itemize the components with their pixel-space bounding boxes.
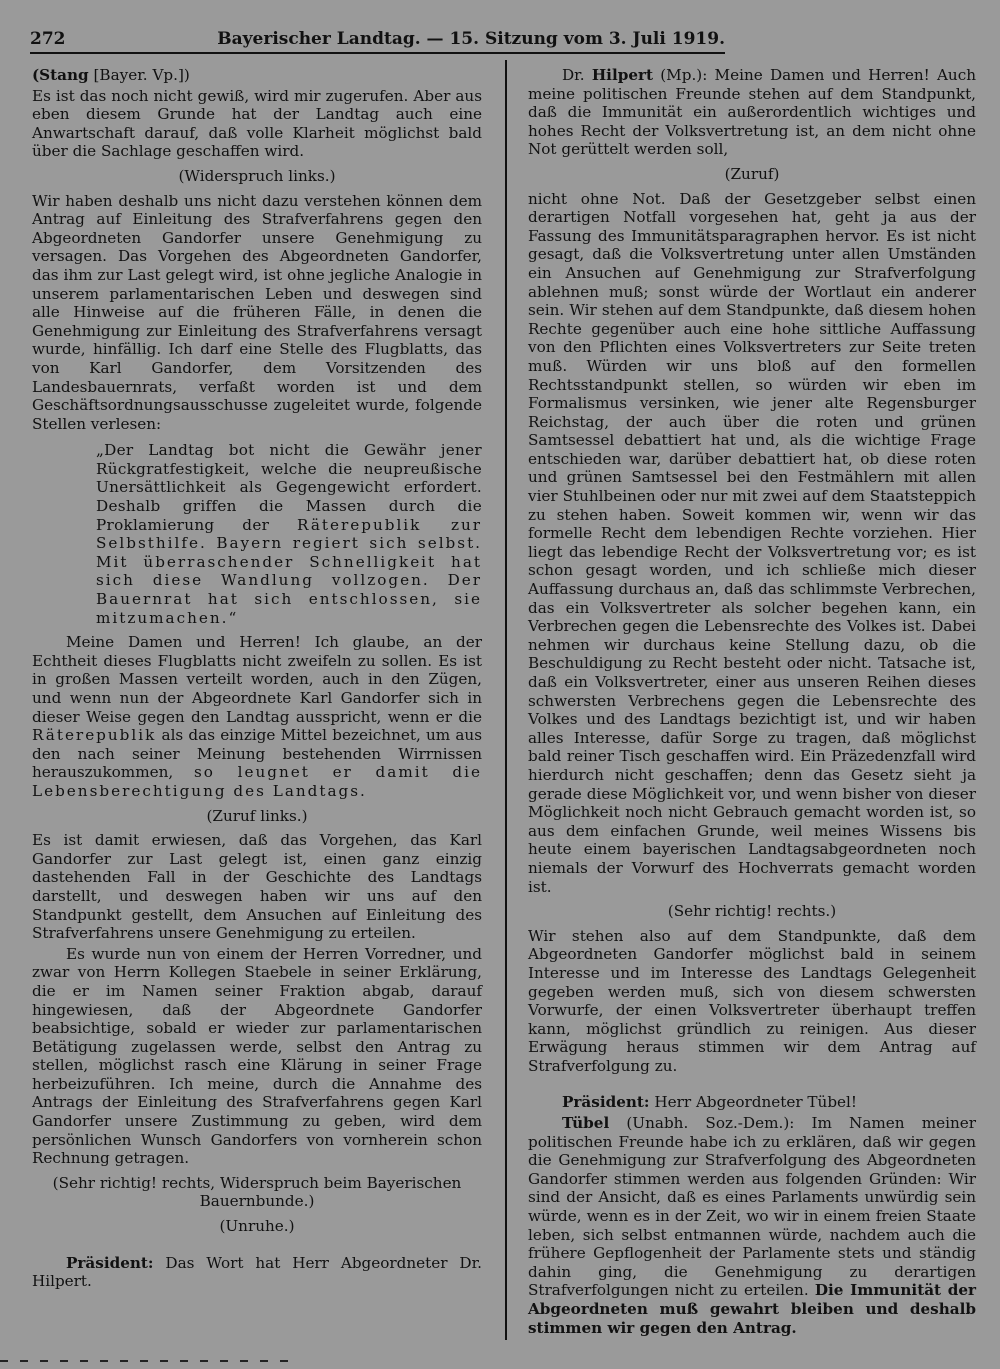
interjection: (Unruhe.) <box>219 1217 295 1236</box>
text-span: Im Namen meiner politischen Freunde habe ich zu erklären, daß wir gegen die Genehmigung zur Strafverfolgung des Abgeordneten Gandorfer stimmen werden aus folgenden Gründen: Wir sind der Ansicht, daß es eines Parlaments unwürdig sein würde, wenn es in der Zeit, wo wir in einem freien Staate leben, sich selbst entmannen würde, nachdem auch die frühere Gepflogenheit der Parlamente stets und ständig dahin ging, die Genehmigung zu derartigen Strafverfolgungen nicht zu erteilen. <box>528 1114 976 1300</box>
left-column <box>32 66 482 1293</box>
paragraph <box>32 633 482 800</box>
paragraph: Es ist das noch nicht gewiß, wird mir zugerufen. Aber aus eben diesem Grunde hat der Landtag auch eine Anwartschaft darauf, daß volle Klarheit möglichst bald über die Sachlage geschaffen wird. <box>32 86 482 161</box>
president-text: Herr Abgeordneter Tübel! <box>649 1093 857 1112</box>
column-divider <box>505 60 507 1340</box>
paragraph: Es wurde nun von einem der Herren Vorredner, und zwar von Herrn Kollegen Staebele in seiner Erklärung, die er im Namen seiner Fraktion abgab, darauf hingewiesen, daß der Abgeordnete Gandorfer beabsichtige, sobald er wieder zur parlamentarischen Betätigung zugelassen werde, selbst den Antrag zu stellen, möglichst rasch eine Klärung in seiner Frage herbeizuführen. Ich meine, durch die Annahme des Antrags der Einleitung des Strafverfahrens gegen Karl Gandorfer unsere Zustimmung zu geben, wird dem persönlichen Wunsch Gandorfers von vornherein schon Rechnung getragen. <box>32 944 482 1168</box>
speaker-name: Hilpert <box>591 66 654 84</box>
paragraph: Wir haben deshalb uns nicht dazu verstehen können dem Antrag auf Einleitung des Strafverfahrens gegen den Abgeordneten Gandorfer unsere Genehmigung zu versagen. Das Vorgehen des Abgeordneten Gandorfer, das ihm zur Last gelegt wird, ist ohne jegliche Analogie in unserem parlamentarischen Leben und deswegen sind alle Hinweise auf die früheren Fälle, in denen die Genehmigung zur Einleitung des Strafverfahrens versagt wurde, hinfällig. Ich darf eine Stelle des Flugblatts, das von Karl Gandorfer, dem Vorsitzenden des Landesbauernrats, verfaßt worden ist und dem Geschäftsordnungsausschusse zugeleitet wurde, folgende Stellen verlesen: <box>32 191 482 433</box>
text-bold: Die Immunität der Abgeordneten muß gewahrt bleiben und deshalb stimmen wir gegen den Antrag. <box>528 1281 976 1337</box>
text-spaced: so leugnet er damit die Lebensberechtigung des Landtags. <box>32 763 482 800</box>
text-span: Meine Damen und Herren! Ich glaube, an der Echtheit dieses Flugblatts nicht zweifeln zu sollen. Es ist in großen Massen verteilt worden, auch in den Zügen, und wenn nun der Abgeordnete Karl Gandorfer sich in dieser Weise gegen den Landtag ausspricht, wenn er die <box>32 633 482 726</box>
text-span: als das einzige Mittel bezeichnet, um aus den nach seiner Meinung bestehenden Wirrnissen herauszukommen, <box>32 726 482 782</box>
speaker-party: (Unabh. Soz.-Dem.): <box>609 1114 812 1133</box>
page-number: 272 <box>30 29 66 49</box>
quotation-part: „Der Landtag bot nicht die Gewähr jener Rückgratfestigkeit, welche die neupreußische Unersättlichkeit als Gegengewicht erfordert. Deshalb griffen die Massen durch die Proklamierung der <box>96 441 482 534</box>
speaker-name: (Stang <box>32 66 89 84</box>
speaker-party: [Bayer. Vp.]) <box>93 66 190 84</box>
quotation <box>96 441 482 627</box>
president-line <box>32 1254 482 1291</box>
speaker-prefix: Dr. <box>562 66 592 84</box>
president-label: Präsident: <box>562 1093 650 1112</box>
interjection: (Sehr richtig! rechts.) <box>667 902 837 921</box>
paragraph: Es ist damit erwiesen, daß das Vorgehen, das Karl Gandorfer zur Last gelegt ist, einen ganz einzig dastehenden Fall in der Geschichte des Landtags darstellt, und deswegen haben wir uns auf den Standpunkt gestellt, dem Ansuchen auf Einleitung des Strafverfahrens unsere Genehmigung zu erteilen. <box>32 831 482 943</box>
paragraph: nicht ohne Not. Daß der Gesetzgeber selbst einen derartigen Notfall vorgesehen hat, geht ja aus der Fassung des Immunitätsparagraphen hervor. Es ist nicht gesagt, daß die Volksvertretung unter allen Umständen ein Ansuchen auf Genehmigung zur Strafverfolgung ablehnen muß; sonst würde der Wortlaut ein anderer sein. Wir stehen auf dem Standpunkte, daß diesem hohen Rechte gegenüber auch eine hohe sittliche Auffassung von den Pflichten eines Volksvertreters zur Seite treten muß. Würden wir uns bloß auf den formellen Rechtsstandpunkt stellen, so würden wir eben im Formalismus versinken, wie jener alte Regensburger Reichstag, der auch über die roten und grünen Samtsessel debattiert hat und, als die wichtige Frage entschieden war, darüber debattiert hat, ob diese roten und grünen Samtsessel bei den Festmählern mit allen vier Stuhlbeinen oder nur mit zwei auf dem Staatsteppich zu stehen haben. Soweit kommen wir, wenn wir das formelle Recht dem lebendigen Rechte vorziehen. Hier liegt das lebendige Recht der Volksvertretung vor; es ist schon gesagt worden, und ich schließe mich dieser Auffassung durchaus an, daß das schlimmste Verbrechen, das ein Volksvertreter als solcher begehen kann, ein Verbrechen gegen die Lebensrechte des Volkes ist. Dabei nehmen wir durchaus keine Stellung dazu, ob die Beschuldigung zu Recht besteht oder nicht. Tatsache ist, daß ein Volksvertreter, einer aus unseren Reihen dieses schwersten Verbrechens gegen die Lebensrechte des Volkes und des Landtags bezichtigt ist, und wir haben alles Interesse, dafür Sorge zu tragen, daß möglichst bald reiner Tisch geschaffen wird. Ein Präzedenzfall wird hierdurch nicht geschaffen; denn das Gesetz sieht ja gerade diese Möglichkeit vor, und wenn bisher von dieser Möglichkeit noch nicht Gebrauch gemacht worden ist, so aus dem einfachen Grunde, weil meines Wissens bis heute einem bayerischen Landtagsabgeordneten noch niemals der Vorwurf des Hochverrats gemacht worden ist. <box>528 189 976 896</box>
interjection: (Zuruf links.) <box>206 806 308 825</box>
running-title: Bayerischer Landtag. — 15. Sitzung vom 3. Juli 1919. <box>217 29 725 49</box>
speaker-heading <box>32 66 482 85</box>
paragraph: Wir stehen also auf dem Standpunkte, daß dem Abgeordneten Gandorfer möglichst bald in seinem Interesse und im Interesse des Landtags Gelegenheit gegeben werden muß, sich von diesem schwersten Vorwurfe, der einen Volksvertreter überhaupt treffen kann, möglichst gründlich zu reinigen. Aus dieser Erwägung heraus stimmen wir dem Antrag auf Strafverfolgung zu. <box>528 926 976 1075</box>
scan-edge-marks <box>0 1360 300 1362</box>
quotation-spaced: Räterepublik zur Selbsthilfe. Bayern regiert sich selbst. Mit überraschender Schnelligkeit hat sich diese Wandlung vollzogen. Der Bauernrat hat sich entschlossen, sie mitzumachen.“ <box>96 515 482 627</box>
right-column <box>528 66 976 1339</box>
paragraph <box>528 1114 976 1337</box>
president-label: Präsident: <box>66 1253 154 1272</box>
page-header <box>30 28 725 54</box>
interjection: (Zuruf) <box>724 164 780 183</box>
speaker-name: Tübel <box>562 1114 610 1133</box>
president-text: Das Wort hat Herr Abgeordneter Dr. Hilpert. <box>32 1253 482 1291</box>
president-line <box>528 1093 976 1112</box>
text-spaced: Räterepublik <box>32 726 157 745</box>
interjection: (Sehr richtig! rechts, Widerspruch beim Bayerischen Bauernbunde.) <box>52 1173 462 1211</box>
speaker-text: (Mp.): Meine Damen und Herren! Auch meine politischen Freunde stehen auf dem Standpunkt, daß die Immunität ein außerordentlich wichtiges und hohes Recht der Volksvertretung ist, an dem nicht ohne Not gerüttelt werden soll, <box>528 66 976 159</box>
paragraph <box>528 66 976 159</box>
interjection: (Widerspruch links.) <box>178 166 336 185</box>
